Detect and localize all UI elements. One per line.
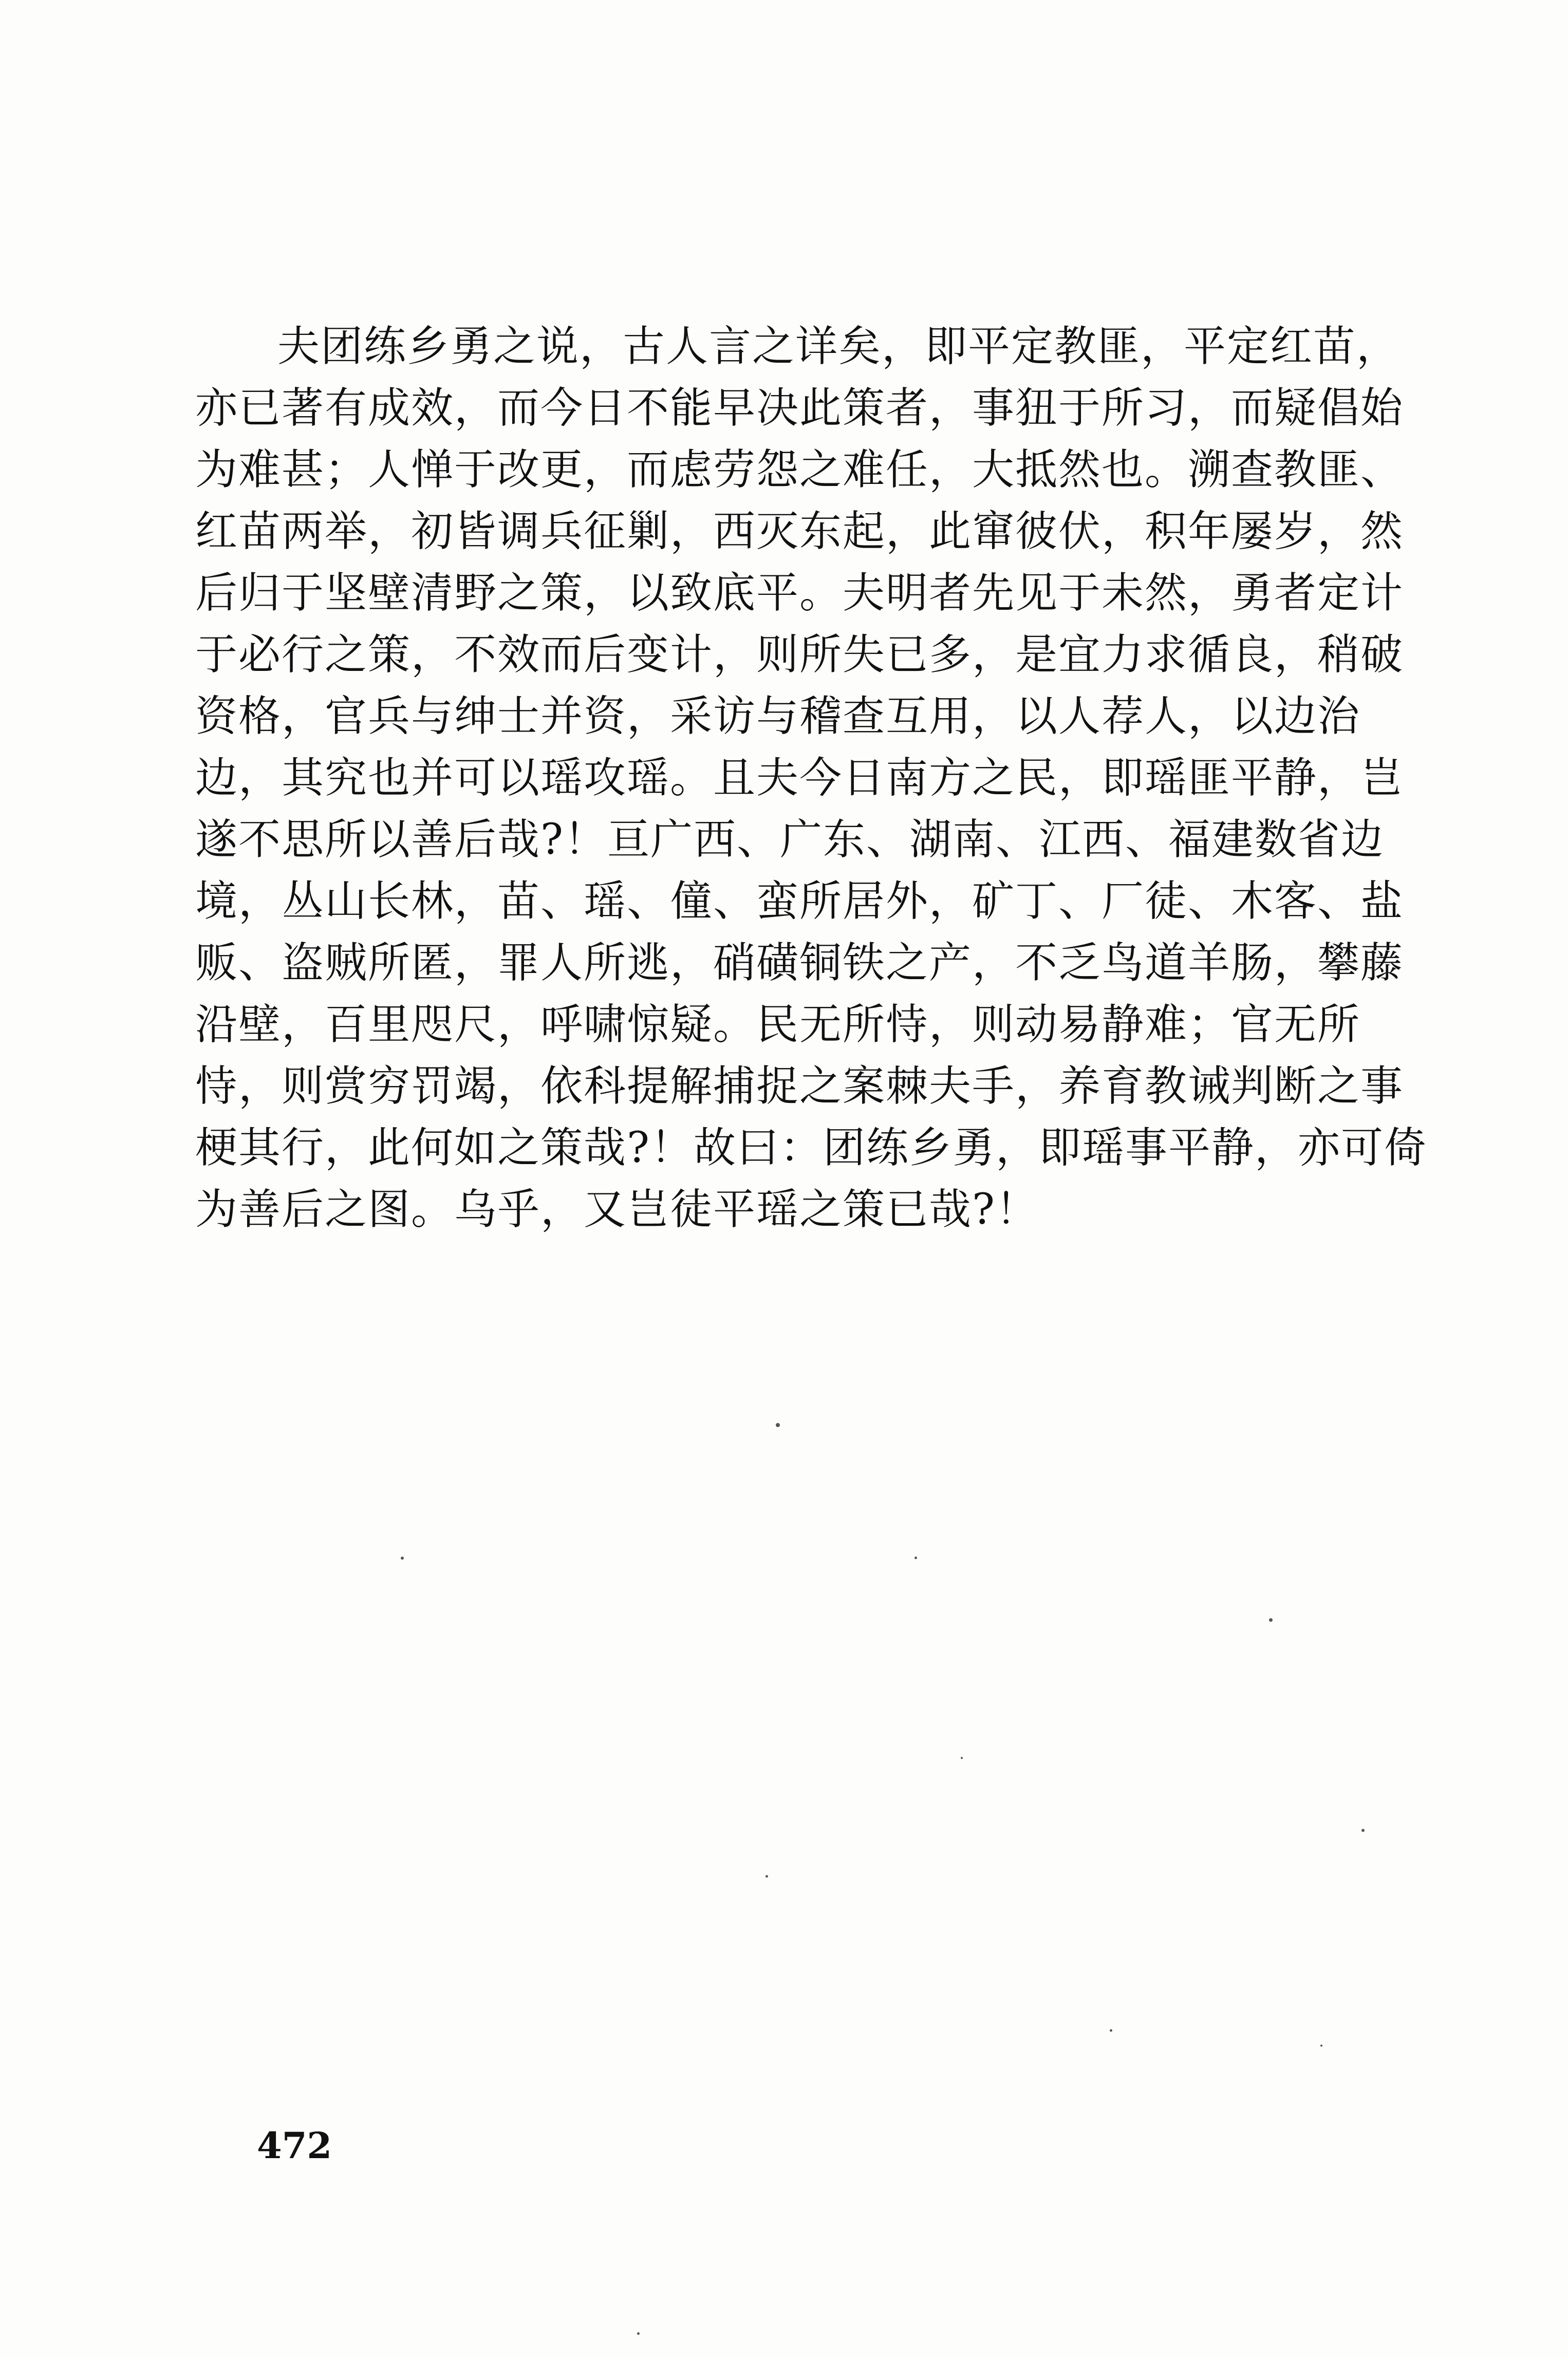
text-line: 资格，官兵与绅士并资，采访与稽查互用，以人荐人，以边治 bbox=[195, 692, 1361, 741]
text-line: 为难甚；人惮于改更，而虑劳怨之难任，大抵然也。溯查教匪、 bbox=[195, 445, 1404, 494]
text-line: 亦已著有成效，而今日不能早决此策者，事狃于所习，而疑倡始 bbox=[195, 384, 1404, 433]
text-line: 贩、盗贼所匿，罪人所逃，硝磺铜铁之产，不乏鸟道羊肠，攀藤 bbox=[195, 939, 1404, 987]
scan-speck bbox=[776, 1423, 780, 1427]
body-paragraph bbox=[195, 316, 1427, 1241]
scan-speck bbox=[401, 1557, 404, 1560]
scan-speck bbox=[1269, 1618, 1273, 1622]
page-number: 472 bbox=[257, 2124, 332, 2167]
scan-speck bbox=[766, 1875, 768, 1878]
text-line: 边，其究也并可以瑶攻瑶。且夫今日南方之民，即瑶匪平静，岂 bbox=[195, 754, 1404, 802]
scan-speck bbox=[1320, 2045, 1322, 2047]
text-line: 夫团练乡勇之说，古人言之详矣，即平定教匪，平定红苗， bbox=[277, 322, 1400, 371]
text-line: 红苗两举，初皆调兵征剿，西灭东起，此窜彼伏，积年屡岁，然 bbox=[195, 507, 1404, 556]
scan-speck bbox=[1361, 1829, 1365, 1832]
text-line: 遂不思所以善后哉?！亘广西、广东、湖南、江西、福建数省边 bbox=[195, 815, 1384, 864]
scan-speck bbox=[637, 2332, 640, 2335]
scan-speck bbox=[961, 1757, 963, 1759]
text-line: 后归于坚壁清野之策，以致底平。夫明者先见于未然，勇者定计 bbox=[195, 569, 1404, 617]
text-line: 恃，则赏穷罚竭，依科提解捕捉之案棘夫手，养育教诫判断之事 bbox=[195, 1062, 1404, 1111]
text-line: 境，丛山长林，苗、瑶、僮、蛮所居外，矿丁、厂徒、木客、盐 bbox=[195, 877, 1404, 926]
scan-speck bbox=[1110, 2029, 1112, 2032]
text-line: 梗其行，此何如之策哉?！故曰：团练乡勇，即瑶事平静，亦可倚 bbox=[195, 1124, 1427, 1172]
text-line: 于必行之策，不效而后变计，则所失已多，是宜力求循良，稍破 bbox=[195, 630, 1404, 679]
text-line: 沿壁，百里咫尺，呼啸惊疑。民无所恃，则动易静难；官无所 bbox=[195, 1000, 1361, 1049]
text-line: 为善后之图。乌乎，又岂徒平瑶之策已哉?！ bbox=[195, 1185, 1039, 1234]
scan-speck bbox=[914, 1557, 917, 1559]
